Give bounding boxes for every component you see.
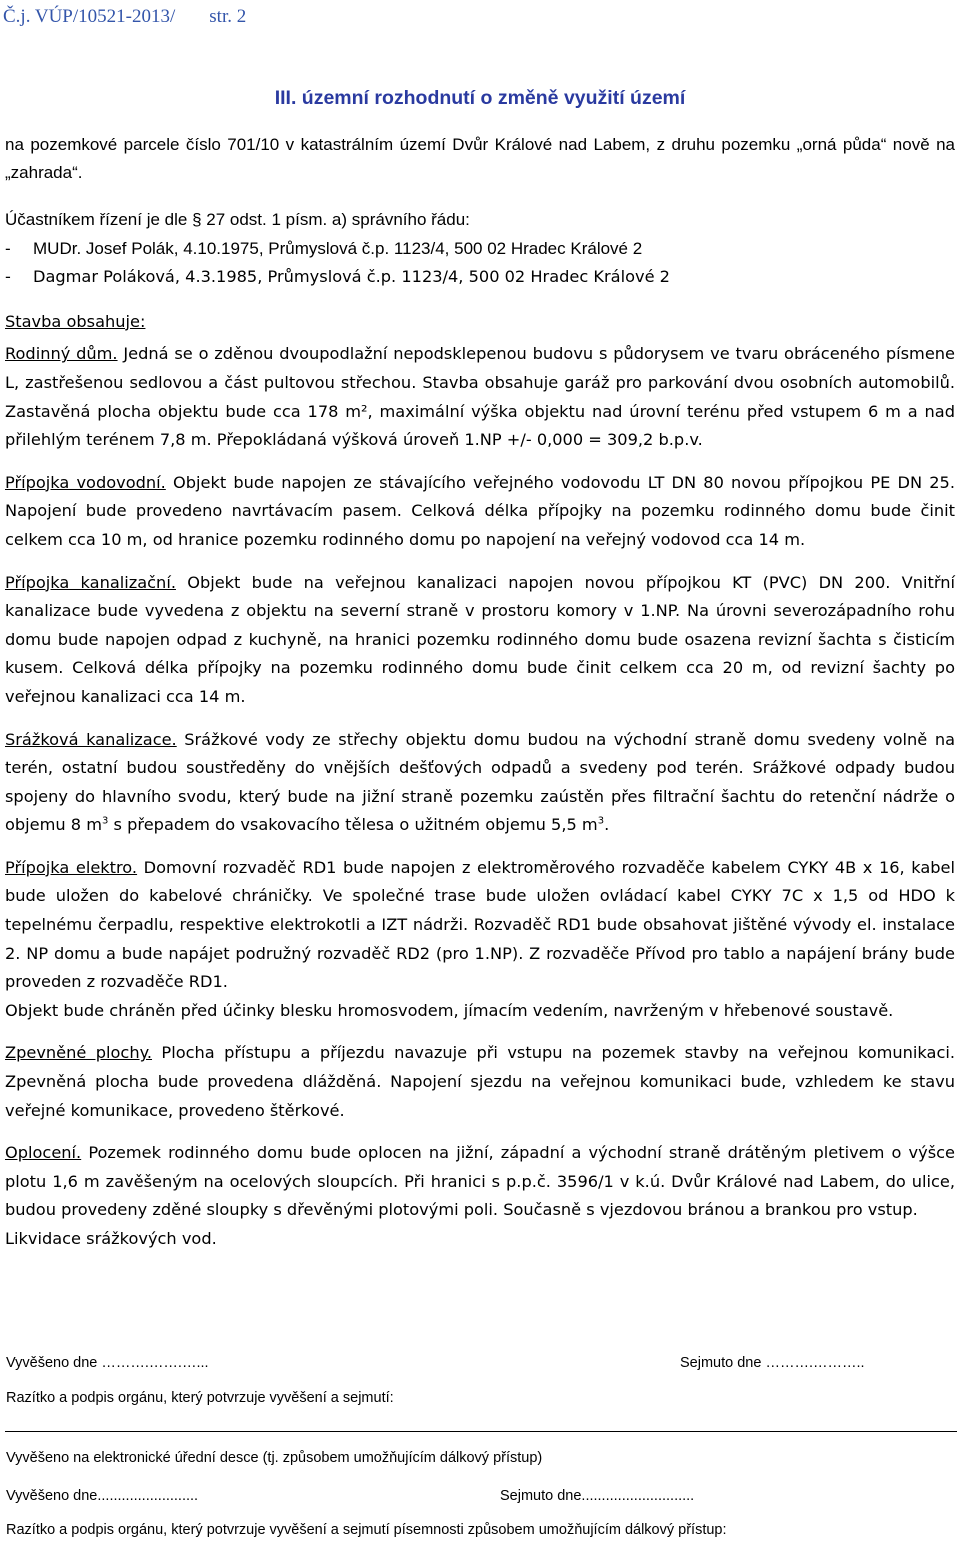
section-storm: Srážková kanalizace. Srážkové vody ze střechy objektu domu budou na východní straně domu svedeny volně na terén, ostatní budou soustředěny do vnějších dešťových odpadů a svedeny pod terén. Srážkové odpady budou spojeny do hlavního svodu, který bude na jižní straně pozemku zaústěn přes filtrační šachtu do retenční nádrže o objemu 8 $m^3$ s přepadem do vsakovacího tělesa o užitném objemu 5,5 $m^3$. [5, 729, 955, 835]
section-sewer: Přípojka kanalizační. Objekt bude na veřejnou kanalizaci napojen novou přípojkou KT (PVC) DN 200. Vnitřní kanalizace bude vyvedena z objektu na severní straně v prostoru komory v 1.NP. Na úrovni severozápadního rohu domu bude napojen odpad z kuchyně, na hranici pozemku rodinného domu bude osazena revizní šachta s čisticím kusem. Celková délka přípojky na pozemku rodinného domu bude činit celkem cca 20 m, od revizní šachty po veřejnou kanalizaci cca 14 m. [5, 572, 955, 706]
section-paved: Zpevněné plochy. Plocha přístupu a příjezdu navazuje při vstupu na pozemek stavby na veřejnou komunikaci. Zpevněná plocha bude provedena dlážděná. Napojení sjezdu na veřejnou komunikaci bude, vzhledem ke stavu veřejné komunikace, provedeno štěrkové. [5, 1043, 955, 1120]
posted-line-electronic [6, 1488, 956, 1504]
posted-field: Vyvěšeno dne ……….…….…... [6, 1355, 209, 1371]
contains-heading: Stavba obsahuje: [5, 311, 146, 331]
section-elec: Přípojka elektro. Domovní rozvaděč RD1 bude napojen z elektroměrového rozvaděče kabelem CYKY 4B x 16, kabel bude uložen do kabelové chráničky. Ve společné trase bude uložen ovládací kabel CYKY 7C x 1,5 od HDO k tepelnému čerpadlu, respektive elektrokotli a IZT nádrži. Rozvaděč RD1 bude obsahovat jištěné vývody el. instalace 2. NP domu a bude napájet podružný rozvaděč RD2 (pro 1.NP). Z rozvaděče Přívod pro tablo a napájení brány bude proveden z rozvaděče RD1. [5, 857, 955, 992]
section-label: Srážková kanalizace. [5, 729, 177, 749]
participant-item: - MUDr. Josef Polák, 4.10.1975, Průmyslová č.p. 1123/4, 500 02 Hradec Králové 2 [5, 238, 643, 258]
section-label: Rodinný dům. [5, 344, 118, 364]
section-label: Přípojka elektro. [5, 857, 138, 877]
document-title: III. územní rozhodnutí o změně využití území [274, 87, 686, 109]
rain-paragraph: Likvidace srážkových vod. [5, 1229, 217, 1248]
section-label: Oplocení. [5, 1143, 82, 1163]
section-fence: Oplocení. Pozemek rodinného domu bude oplocen na jižní, západní a východní straně drátěným pletivem o výšce plotu 1,6 m zavěšeným na ocelových sloupcích. Při hranici s p.p.č. 3596/1 v k.ú. Dvůr Králové nad Labem, do ulice, budou provedeny zděné sloupky s dřevěnými plotovými poli. Současně s vjezdovou bránou a brankou pro vstup. [5, 1143, 955, 1220]
electronic-board-label: Vyvěšeno na elektronické úřední desce (tj. způsobem umožňujícím dálkový přístup) [6, 1450, 543, 1466]
intro-paragraph: na pozemkové parcele číslo 701/10 v katastrálním území Dvůr Králové nad Labem, z druhu pozemku „orná půda“ nově na „zahrada“. [5, 135, 955, 182]
stamp-label: Razítko a podpis orgánu, který potvrzuje vyvěšení a sejmutí: [6, 1390, 394, 1406]
removed-field-electronic: Sejmuto dne............................ [500, 1488, 695, 1504]
page-number: str. 2 [209, 6, 247, 27]
document-body [5, 131, 955, 1254]
participants-list [5, 235, 955, 292]
section-house: Rodinný dům. Jedná se o zděnou dvoupodlažní nepodsklepenou budovu s půdorysem ve tvaru obráceného písmene L, zastřešenou sedlovou a část pultovou střechou. Stavba obsahuje garáž pro parkování dvou osobních automobilů. Zastavěná plocha objektu bude cca 178 m², maximální výška objektu nad úrovní terénu před vstupem 6 m a nad přilehlým terénem 7,8 m. Přepokládaná výšková úroveň 1.NP +/- 0,000 = 309,2 b.p.v. [5, 344, 956, 450]
lightning-paragraph: Objekt bude chráněn před účinky blesku hromosvodem, jímacím vedením, navrženým v hřebenové soustavě. [5, 1000, 894, 1020]
section-water: Přípojka vodovodní. Objekt bude napojen ze stávajícího veřejného vodovodu LT DN 80 novou přípojkou PE DN 25. Napojení bude provedeno navrtávacím pasem. Celková délka přípojky na pozemku rodinného domu bude činit celkem cca 10 m, od hranice pozemku rodinného domu po napojení na veřejný vodovod cca 14 m. [5, 472, 955, 549]
divider [5, 1431, 957, 1432]
participants-intro: Účastníkem řízení je dle § 27 odst. 1 písm. a) správního řádu: [5, 210, 470, 229]
stamp-label-electronic: Razítko a podpis orgánu, který potvrzuje vyvěšení a sejmutí písemnosti způsobem umožňujícím dálkový přístup: [6, 1522, 727, 1538]
reference-number: Č.j. VÚP/10521-2013/ [3, 6, 176, 27]
page-header [3, 6, 246, 28]
removed-field: Sejmuto dne ……….……….. [680, 1355, 865, 1371]
posted-field-electronic: Vyvěšeno dne......................... [6, 1488, 199, 1504]
participant-item: - Dagmar Poláková, 4.3.1985, Průmyslová č.p. 1123/4, 500 02 Hradec Králové 2 [5, 267, 670, 287]
posted-line [6, 1355, 956, 1371]
section-label: Přípojka kanalizační. [5, 572, 176, 592]
section-label: Zpevněné plochy. [5, 1043, 153, 1063]
section-label: Přípojka vodovodní. [5, 472, 166, 492]
